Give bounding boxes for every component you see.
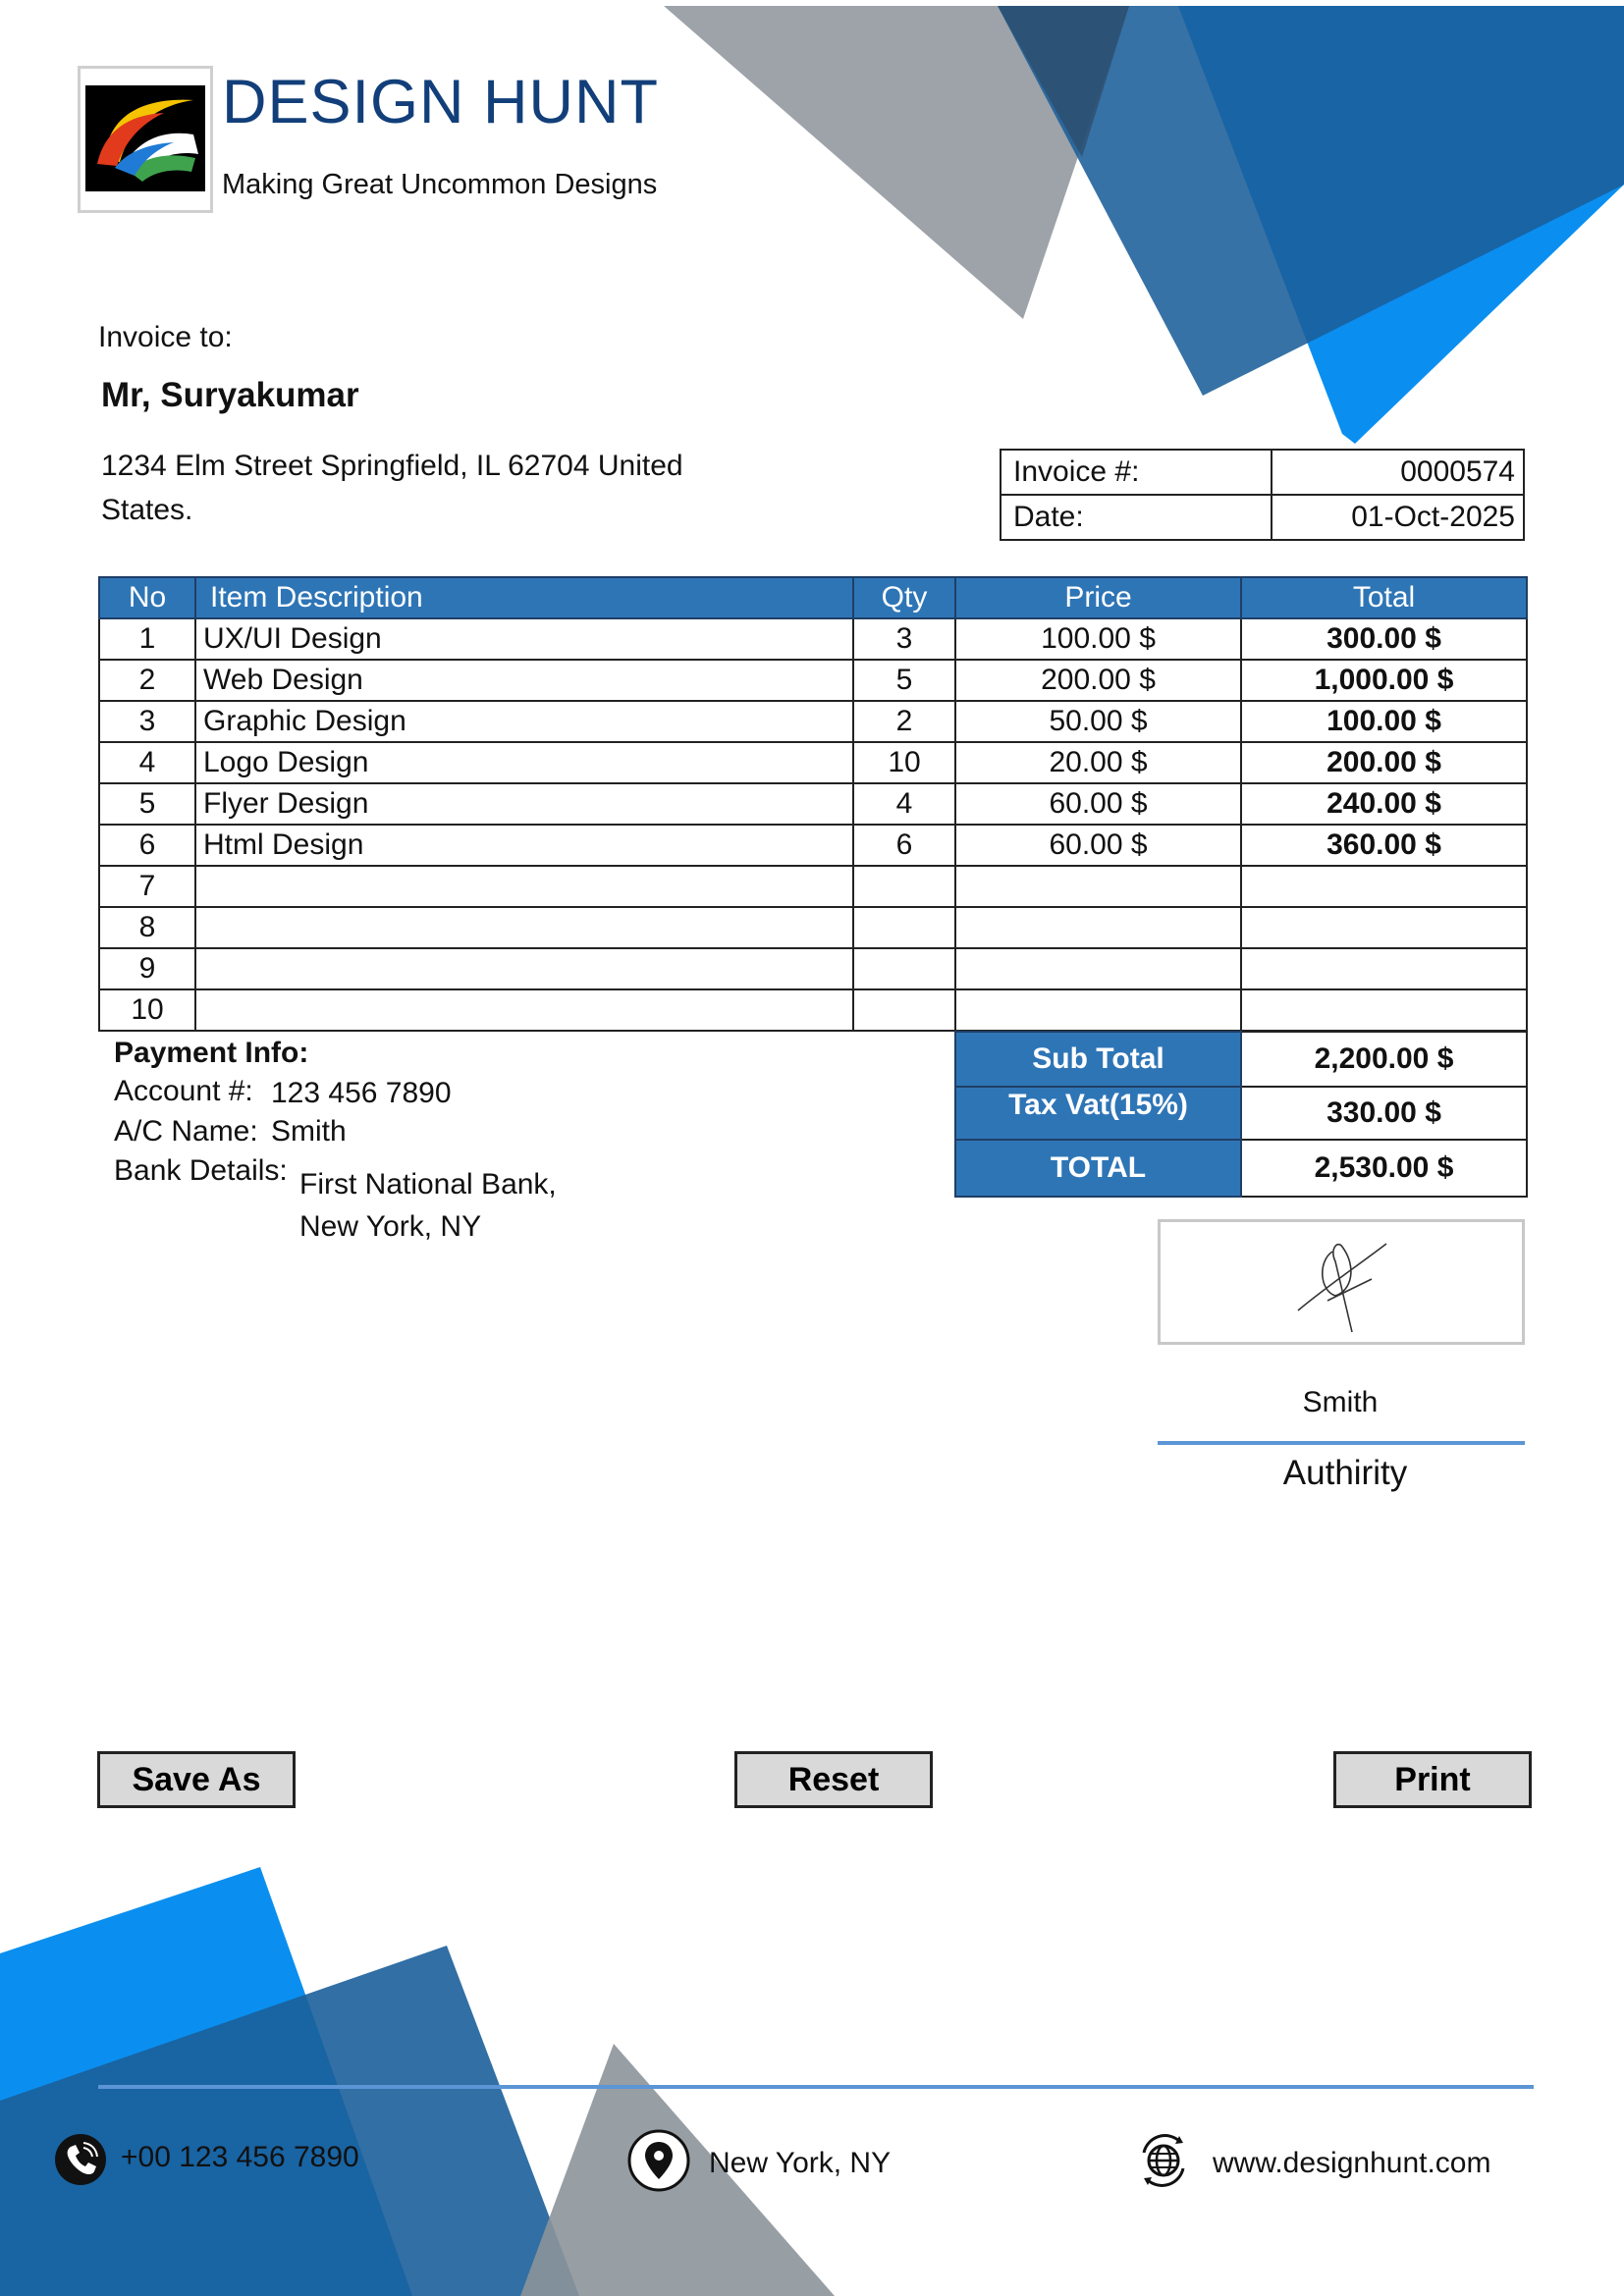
tax-label: Tax Vat(15%)	[955, 1087, 1241, 1140]
row-qty[interactable]: 6	[853, 825, 955, 866]
row-no: 3	[99, 701, 195, 742]
row-description[interactable]: Graphic Design	[195, 701, 853, 742]
row-qty[interactable]: 3	[853, 618, 955, 660]
footer-divider	[98, 2085, 1534, 2089]
row-no: 6	[99, 825, 195, 866]
totals-table	[954, 1031, 1528, 1198]
phone-icon	[53, 2132, 108, 2187]
signatory-name: Smith	[1302, 1386, 1379, 1418]
row-total: 200.00 $	[1241, 742, 1527, 783]
print-button[interactable]: Print	[1333, 1751, 1532, 1808]
row-description[interactable]: Flyer Design	[195, 783, 853, 825]
invoice-date-field[interactable]: 01-Oct-2025	[1272, 495, 1524, 540]
invoice-info-table	[1000, 449, 1525, 541]
bank-details-label: Bank Details:	[114, 1154, 288, 1187]
row-price[interactable]	[955, 907, 1241, 948]
signatory-title: Authirity	[1282, 1454, 1408, 1492]
row-no: 10	[99, 989, 195, 1031]
bank-details-line2: New York, NY	[299, 1210, 482, 1243]
row-description[interactable]	[195, 948, 853, 989]
row-no: 7	[99, 866, 195, 907]
invoice-number-row	[1001, 450, 1524, 495]
table-row	[99, 660, 1527, 701]
signature-divider	[1158, 1441, 1525, 1445]
table-row	[99, 618, 1527, 660]
row-qty[interactable]: 10	[853, 742, 955, 783]
company-name: DESIGN HUNT	[222, 68, 660, 136]
globe-icon	[1136, 2133, 1191, 2188]
row-qty[interactable]	[853, 989, 955, 1031]
row-description[interactable]	[195, 989, 853, 1031]
reset-button[interactable]: Reset	[734, 1751, 933, 1808]
signature-image	[1161, 1222, 1522, 1342]
row-no: 9	[99, 948, 195, 989]
save-as-button[interactable]: Save As	[97, 1751, 296, 1808]
location-pin-icon	[626, 2128, 691, 2193]
row-price[interactable]	[955, 948, 1241, 989]
row-price[interactable]	[955, 866, 1241, 907]
invoice-date-label: Date:	[1001, 495, 1272, 540]
row-qty[interactable]: 5	[853, 660, 955, 701]
invoice-number-field[interactable]: 0000574	[1272, 450, 1524, 495]
column-header-price: Price	[955, 577, 1241, 618]
company-logo	[78, 66, 213, 213]
row-total	[1241, 989, 1527, 1031]
table-row	[99, 948, 1527, 989]
row-price[interactable]: 50.00 $	[955, 701, 1241, 742]
invoice-date-row	[1001, 495, 1524, 540]
row-total	[1241, 948, 1527, 989]
row-no: 4	[99, 742, 195, 783]
account-number-value: 123 456 7890	[271, 1077, 452, 1109]
table-row	[99, 701, 1527, 742]
row-qty[interactable]	[853, 948, 955, 989]
row-description[interactable]: Logo Design	[195, 742, 853, 783]
footer-location: New York, NY	[709, 2147, 892, 2179]
row-price[interactable]: 100.00 $	[955, 618, 1241, 660]
table-row	[99, 742, 1527, 783]
client-name: Mr, Suryakumar	[101, 376, 359, 414]
company-tagline: Making Great Uncommon Designs	[222, 169, 658, 200]
signature-box	[1158, 1219, 1525, 1345]
table-row	[99, 989, 1527, 1031]
row-price[interactable]	[955, 989, 1241, 1031]
table-row	[99, 866, 1527, 907]
column-header-total: Total	[1241, 577, 1527, 618]
invoice-to-label: Invoice to:	[98, 321, 233, 353]
row-total: 300.00 $	[1241, 618, 1527, 660]
table-row	[99, 825, 1527, 866]
row-description[interactable]	[195, 907, 853, 948]
items-table	[98, 576, 1528, 1032]
client-address: 1234 Elm Street Springfield, IL 62704 United States.	[101, 450, 683, 526]
footer-phone: +00 123 456 7890	[121, 2141, 359, 2173]
row-qty[interactable]	[853, 866, 955, 907]
table-row	[99, 783, 1527, 825]
column-header-no: No	[99, 577, 195, 618]
subtotal-label: Sub Total	[955, 1032, 1241, 1087]
row-no: 5	[99, 783, 195, 825]
tax-row	[955, 1087, 1527, 1140]
row-no: 1	[99, 618, 195, 660]
row-price[interactable]: 200.00 $	[955, 660, 1241, 701]
row-description[interactable]: Html Design	[195, 825, 853, 866]
row-total	[1241, 907, 1527, 948]
account-name-value: Smith	[271, 1115, 347, 1148]
account-number-label: Account #:	[114, 1075, 253, 1107]
bank-details-line1: First National Bank,	[299, 1168, 557, 1201]
column-header-qty: Qty	[853, 577, 955, 618]
row-description[interactable]	[195, 866, 853, 907]
footer-website[interactable]: www.designhunt.com	[1213, 2147, 1491, 2179]
column-header-description: Item Description	[195, 577, 853, 618]
row-description[interactable]: UX/UI Design	[195, 618, 853, 660]
invoice-number-label: Invoice #:	[1001, 450, 1272, 495]
row-total: 1,000.00 $	[1241, 660, 1527, 701]
row-description[interactable]: Web Design	[195, 660, 853, 701]
row-qty[interactable]: 4	[853, 783, 955, 825]
logo-icon	[85, 85, 205, 191]
table-row	[99, 907, 1527, 948]
row-qty[interactable]: 2	[853, 701, 955, 742]
row-total: 360.00 $	[1241, 825, 1527, 866]
subtotal-value: 2,200.00 $	[1241, 1032, 1527, 1087]
row-price[interactable]: 60.00 $	[955, 783, 1241, 825]
account-name-label: A/C Name:	[114, 1115, 258, 1148]
grand-total-row	[955, 1140, 1527, 1197]
subtotal-row	[955, 1032, 1527, 1087]
row-total: 240.00 $	[1241, 783, 1527, 825]
row-price[interactable]: 60.00 $	[955, 825, 1241, 866]
grand-total-value: 2,530.00 $	[1241, 1140, 1527, 1197]
row-qty[interactable]	[853, 907, 955, 948]
payment-info-title: Payment Info:	[114, 1037, 309, 1069]
row-no: 2	[99, 660, 195, 701]
tax-value: 330.00 $	[1241, 1087, 1527, 1140]
grand-total-label: TOTAL	[955, 1140, 1241, 1197]
row-total	[1241, 866, 1527, 907]
row-price[interactable]: 20.00 $	[955, 742, 1241, 783]
row-total: 100.00 $	[1241, 701, 1527, 742]
items-header-row	[99, 577, 1527, 618]
row-no: 8	[99, 907, 195, 948]
